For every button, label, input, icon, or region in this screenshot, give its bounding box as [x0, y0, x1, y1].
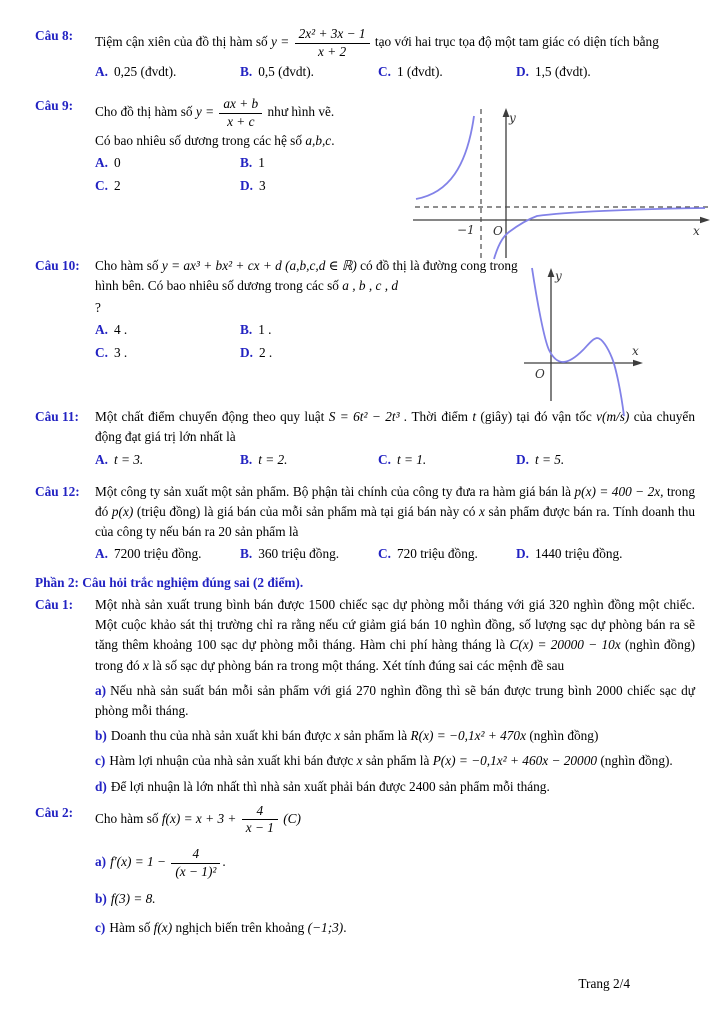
question-11-label: Câu 11:	[35, 409, 79, 425]
question-10-label: Câu 10:	[35, 258, 80, 274]
text-segment: có đồ thị là đường cong trong hình bên. Có bao nhiêu số dương trong các số	[95, 258, 518, 294]
x-axis-arrow	[633, 360, 643, 367]
statement-text: sản phẩm là	[343, 728, 408, 744]
answer-options	[95, 62, 695, 82]
option-letter: C.	[378, 64, 391, 80]
question-12-text	[95, 482, 695, 543]
statement-letter: a)	[95, 854, 107, 870]
statement-b	[95, 889, 695, 909]
option-letter: A.	[95, 154, 108, 170]
option-text: 1 (đvdt).	[396, 64, 443, 80]
statement-letter: c)	[95, 753, 106, 769]
answer-options	[95, 450, 695, 470]
option-text: 720 triệu đồng.	[396, 546, 478, 562]
option-letter: B.	[240, 546, 253, 562]
statement-letter: b)	[95, 728, 107, 744]
math-expression: v(m/s)	[596, 409, 630, 425]
option-letter: C.	[378, 451, 391, 467]
statement-b	[95, 726, 695, 746]
part-2-heading: Phần 2: Câu hỏi trắc nghiệm đúng sai (2 điểm).	[35, 574, 304, 590]
option-b	[240, 450, 378, 470]
math-expression: p(x)	[111, 504, 134, 520]
numerator: 4	[171, 846, 220, 864]
text-segment: sản phẩm là	[234, 524, 299, 540]
option-d	[516, 450, 695, 470]
fraction	[169, 846, 222, 880]
statement-c	[95, 918, 695, 938]
option-b	[240, 320, 395, 340]
option-letter: D.	[240, 345, 253, 361]
math-expression: (C)	[283, 810, 301, 826]
option-letter: C.	[95, 178, 108, 194]
option-a	[95, 544, 240, 564]
statement-text: Hàm số	[109, 920, 151, 936]
option-letter: D.	[516, 451, 529, 467]
statement-a	[95, 846, 695, 880]
cubic-curve	[532, 268, 624, 416]
number-segment: 20	[218, 524, 232, 540]
x-axis-arrow	[700, 217, 710, 224]
statement-letter: a)	[95, 682, 107, 698]
origin-label: O	[493, 224, 503, 238]
option-b	[240, 153, 395, 173]
option-text: t = 2.	[258, 451, 288, 467]
question-12	[35, 482, 695, 565]
text-segment: (giây) tại đó vận tốc	[480, 409, 592, 425]
statement-text: .	[343, 920, 347, 936]
math-expression: R(x) = −0,1x² + 470x	[410, 728, 526, 744]
math-expression: x	[356, 753, 363, 769]
text-segment: Một công ty sản xuất một sản phẩm. Bộ phận tài chính của công ty đưa ra hàm giá bán là	[95, 483, 572, 499]
part2-question-2-body	[95, 803, 695, 939]
math-expression: S = 6t² − 2t³ .	[328, 409, 408, 425]
math-expression: f′(x) = 1 −	[110, 854, 167, 870]
text-segment: của chuyển động đạt giá trị lớn nhất là	[95, 409, 695, 445]
curve-right-branch	[494, 208, 705, 259]
denominator: (x − 1)²	[175, 863, 217, 879]
option-text: 7200 triệu đồng.	[113, 546, 202, 562]
statement-text: .	[222, 854, 226, 870]
question-12-body	[95, 482, 695, 565]
y-axis-arrow	[548, 268, 555, 277]
option-letter: B.	[240, 154, 253, 170]
text-segment: Thời điểm	[411, 409, 468, 425]
question-9-text	[95, 96, 417, 130]
text-segment: tạo với hai trục tọa độ một tam giác có diện tích bằng	[374, 34, 659, 50]
text-segment: Tiệm cận xiên của đồ thị hàm số	[95, 34, 268, 50]
cubic-graph-q10	[522, 266, 674, 418]
option-d	[240, 343, 395, 363]
statement-letter: c)	[95, 920, 106, 936]
part2-question-1-label: Câu 1:	[35, 596, 74, 612]
numerator: 4	[242, 803, 278, 821]
statement-letter: b)	[95, 891, 107, 907]
option-c	[378, 450, 516, 470]
option-letter: C.	[378, 546, 391, 562]
math-expression: (−1;3)	[307, 920, 344, 936]
option-c	[95, 176, 240, 196]
option-letter: D.	[516, 546, 529, 562]
question-12-label: Câu 12:	[35, 483, 80, 499]
x-axis-label: x	[693, 224, 700, 238]
statement-c	[95, 751, 695, 771]
origin-label: O	[535, 367, 545, 381]
numerator: ax + b	[219, 96, 262, 114]
x-axis-label: x	[632, 344, 639, 358]
statement-text: (nghìn đồng).	[600, 753, 673, 769]
option-letter: D.	[516, 64, 529, 80]
option-b	[240, 544, 378, 564]
statement-text: sản phẩm là	[365, 753, 430, 769]
option-letter: C.	[95, 345, 108, 361]
option-text: 1 .	[258, 321, 272, 337]
math-expression: y =	[271, 34, 290, 50]
question-9-label: Câu 9:	[35, 98, 74, 114]
fraction	[293, 26, 372, 60]
asymptote-tick-label: −1	[457, 223, 475, 237]
option-c	[95, 343, 240, 363]
math-expression: t	[472, 409, 477, 425]
text-segment: (triệu đồng) là giá bán của mỗi sản phẩm mà tại giá bán này có	[136, 504, 476, 520]
statement-a	[95, 681, 695, 721]
text-segment: Cho hàm số	[95, 258, 159, 274]
question-10-body	[95, 256, 527, 363]
text-segment: sản phẩm được bán ra. Tính doanh thu của công ty nếu bán ra	[95, 504, 695, 540]
math-expression: (a,b,c,d ∈ ℝ)	[285, 258, 357, 274]
question-9-body	[95, 96, 417, 196]
math-expression: x	[143, 657, 149, 673]
text-segment: Cho đồ thị hàm số	[95, 104, 193, 120]
question-8-label: Câu 8:	[35, 28, 74, 43]
answer-options	[95, 320, 395, 363]
option-text: t = 3.	[113, 451, 144, 467]
statement-d	[95, 777, 695, 797]
option-letter: B.	[240, 321, 253, 337]
question-mark: ?	[95, 299, 101, 315]
question-8	[35, 26, 695, 82]
part2-question-1-body	[95, 595, 695, 797]
text-segment: trong đó	[95, 483, 696, 520]
math-expression: C(x) = 20000 − 10x	[509, 637, 621, 653]
statement-text: nghịch biến trên khoảng	[175, 920, 305, 936]
math-expression: p(x) = 400 − 2x,	[574, 483, 664, 499]
page-number: Trang 2/4	[578, 975, 630, 991]
option-text: t = 1.	[396, 451, 427, 467]
math-expression: x	[478, 504, 485, 520]
math-expression: P(x) = −0,1x² + 460x − 20000	[432, 753, 598, 769]
text-segment: (nghìn đồng) trong đó	[95, 637, 696, 673]
text-segment: như hình vẽ.	[267, 104, 335, 120]
option-text: 1440 triệu đồng.	[534, 546, 623, 562]
option-text: 0,5 (đvdt).	[258, 64, 314, 80]
option-c	[378, 544, 516, 564]
fraction	[240, 803, 280, 837]
hyperbola-graph-q9	[413, 108, 712, 260]
option-c	[378, 62, 516, 82]
option-d	[240, 176, 395, 196]
option-letter: A.	[95, 64, 108, 80]
option-a	[95, 153, 240, 173]
part2-question-2	[35, 803, 695, 939]
option-letter: A.	[95, 546, 108, 562]
option-text: 360 triệu đồng.	[258, 546, 340, 562]
option-text: 0	[113, 154, 121, 170]
statement-text: Nếu nhà sản suất bán mỗi sản phẩm với giá 270 nghìn đồng thì sẽ bán được trung bình 2000 chiếc sạc dự phòng mỗi tháng.	[95, 682, 695, 718]
text-segment: Có bao nhiêu số dương trong các hệ số	[95, 132, 303, 148]
statement-text: Doanh thu của nhà sản xuất khi bán được	[110, 728, 332, 744]
option-d	[516, 544, 695, 564]
option-letter: A.	[95, 451, 108, 467]
option-letter: D.	[240, 178, 253, 194]
text-segment: Một nhà sản xuất trung bình bán được 1500 chiếc sạc dự phòng mỗi tháng với giá 320 nghìn đồng một chiếc. Một cuộc khảo sát thị trường chỉ ra rằng nếu cứ giảm giá bán 10 nghìn đồng, số lượng sạc dự phòng bán ra sẽ tăng thêm khoảng 100 sạc dự phòng mỗi tháng. Hàm chi phí hàng tháng là	[95, 596, 695, 653]
option-text: 3	[258, 178, 266, 194]
denominator: x + 2	[317, 43, 347, 59]
option-letter: B.	[240, 451, 253, 467]
math-expression: y =	[195, 104, 215, 120]
option-text: 0,25 (đvdt).	[113, 64, 177, 80]
statement-text: Để lợi nhuận là lớn nhất thì nhà sản xuất phải bán được 2400 sản phẩm mỗi tháng.	[110, 778, 550, 794]
curve-left-branch	[416, 116, 474, 199]
denominator: x + c	[227, 114, 255, 130]
y-axis-label: y	[555, 269, 562, 283]
math-expression: f(x) = x + 3 +	[161, 810, 237, 826]
math-expression: a,b,c	[305, 132, 332, 148]
denominator: x − 1	[245, 820, 274, 836]
option-a	[95, 62, 240, 82]
option-text: 1,5 (đvdt).	[534, 64, 591, 80]
option-text: 1	[258, 154, 265, 170]
question-8-body	[95, 26, 695, 82]
option-d	[516, 62, 695, 82]
numerator: 2x² + 3x − 1	[295, 26, 370, 44]
question-10-text	[95, 256, 527, 296]
option-a	[95, 450, 240, 470]
math-expression: f(x)	[153, 920, 173, 936]
part2-question-1-text	[95, 595, 695, 676]
option-letter: A.	[95, 321, 108, 337]
statement-text: (nghìn đồng)	[529, 728, 599, 744]
text-segment: là số sạc dự phòng bán ra trong một tháng. Xét tính đúng sai các mệnh đề sau	[152, 657, 565, 673]
fraction	[217, 96, 264, 130]
math-expression: a , b , c , d	[342, 278, 399, 294]
part2-question-2-text	[95, 803, 695, 837]
text-segment: Cho hàm số	[95, 810, 159, 826]
option-text: 2	[113, 178, 121, 194]
option-letter: B.	[240, 64, 253, 80]
answer-options	[95, 544, 695, 564]
answer-options	[95, 153, 395, 196]
text-segment: .	[331, 132, 335, 148]
statement-letter: d)	[95, 778, 107, 794]
y-axis-label: y	[509, 111, 516, 125]
option-text: t = 5.	[534, 451, 565, 467]
option-text: 2 .	[258, 345, 273, 361]
math-expression: y = ax³ + bx² + cx + d	[161, 258, 282, 274]
part2-question-1	[35, 595, 695, 797]
option-b	[240, 62, 378, 82]
option-text: 4 .	[113, 321, 128, 337]
question-8-text	[95, 26, 695, 60]
question-9-text2	[95, 131, 417, 151]
statement-text: Hàm lợi nhuận của nhà sản xuất khi bán được	[109, 753, 354, 769]
math-expression: x	[334, 728, 341, 744]
option-a	[95, 320, 240, 340]
option-text: 3 .	[113, 345, 128, 361]
text-segment: Một chất điểm chuyển động theo quy luật	[95, 409, 325, 425]
math-expression: f(3) = 8.	[110, 891, 156, 907]
part2-question-2-label: Câu 2:	[35, 804, 74, 820]
